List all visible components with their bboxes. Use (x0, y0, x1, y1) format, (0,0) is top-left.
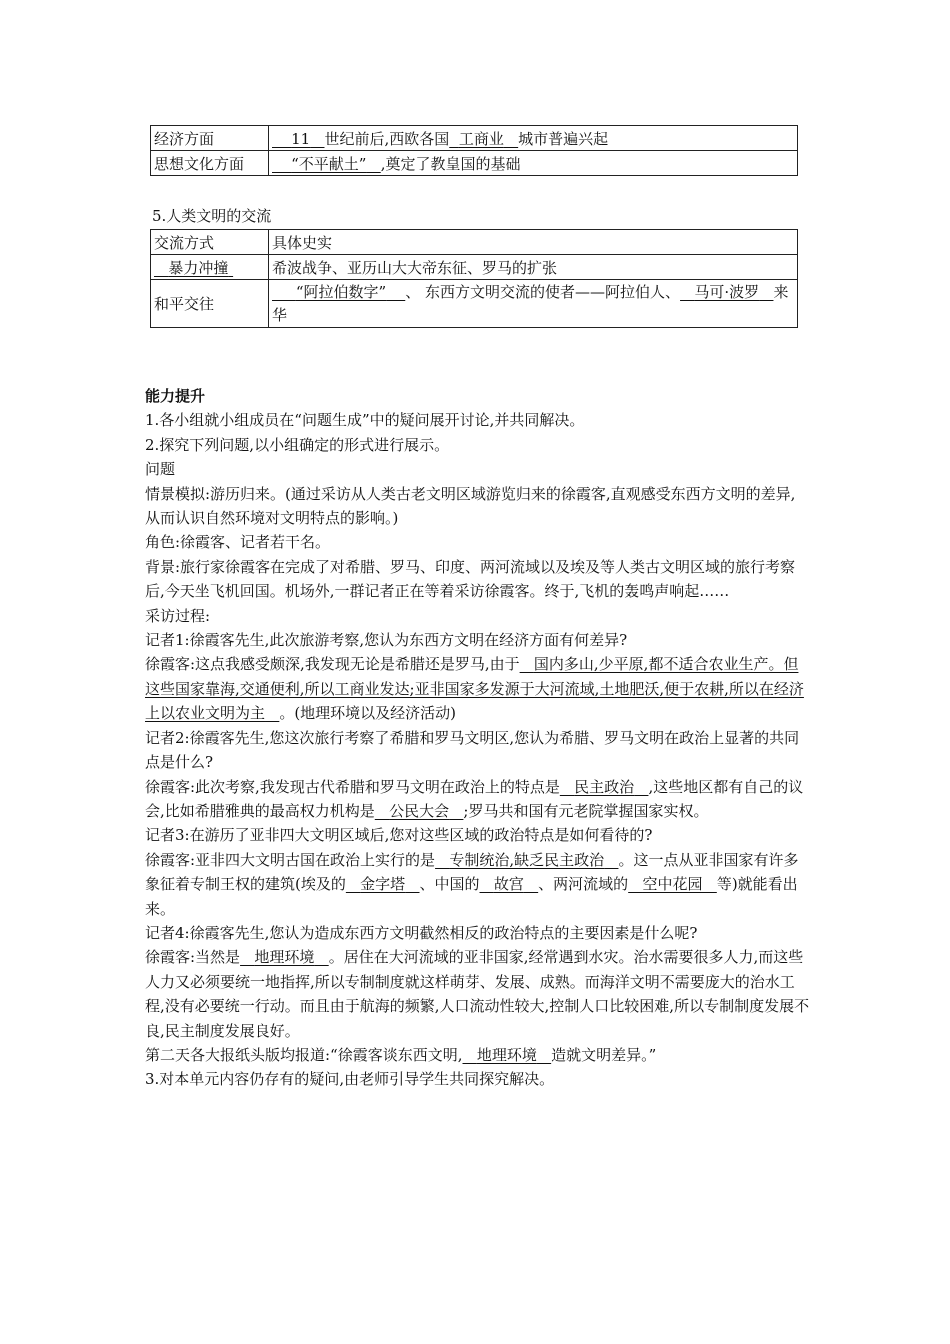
reporter-question: 记者2:徐霞客先生,您这次旅行考察了希腊和罗马文明区,您认为希腊、罗马文明在政治上显著的共同点是什么? (145, 728, 800, 772)
column-header: 具体史实 (269, 230, 798, 255)
row-content: “阿拉伯数字” 、 东西方文明交流的使者——阿拉伯人、 马可·波罗 来华 (269, 280, 798, 328)
answer-blank: 国内多山,少平原,都不适合农业生产。但这些国家靠海,交通便利,所以工商业发达;亚非国家多发源于大河流域,土地肥沃,便于农耕,所以在经济上以农业文明为主 (145, 655, 804, 723)
answer-blank: 金字塔 (360, 875, 406, 894)
answer-blank: 公民大会 (389, 801, 450, 820)
column-header: 交流方式 (151, 230, 269, 255)
paragraph: 3.对本单元内容仍存有的疑问,由老师引导学生共同探究解决。 (145, 1070, 555, 1089)
paragraph: 2.探究下列问题,以小组确定的形式进行展示。 (145, 435, 450, 454)
answer-paragraph: 徐霞客:此次考察,我发现古代希腊和罗马文明在政治上的特点是 民主政治 ,这些地区都有自己的议会,比如希腊雅典的最高权力机构是 公民大会 ;罗马共和国有元老院掌握国家实权。 (145, 777, 804, 820)
section-heading: 能力提升 (145, 387, 206, 405)
section-title: 5.人类文明的交流 (152, 207, 272, 225)
row-content: “不平献土” ,奠定了教皇国的基础 (269, 151, 798, 176)
answer-blank: “不平献土” (291, 154, 367, 173)
paragraph: 情景模拟:游历归来。(通过采访从人类古老文明区域游览归来的徐霞客,直观感受东西方文明的差异,从而认识自然环境对文明特点的影响。) (145, 484, 796, 528)
row-label: 经济方面 (151, 126, 269, 151)
paragraph: 背景:旅行家徐霞客在完成了对希腊、罗马、印度、两河流域以及埃及等人类古文明区域的旅行考察后,今天坐飞机回国。机场外,一群记者正在等着采访徐霞客。终于,飞机的轰鸣声响起…… (145, 557, 796, 601)
reporter-question: 记者1:徐霞客先生,此次旅游考察,您认为东西方文明在经济方面有何差异? (145, 631, 628, 650)
table-header-row (151, 230, 798, 255)
paragraph: 采访过程: (145, 606, 211, 625)
answer-blank: 地理环境 (476, 1045, 537, 1064)
paragraph: 角色:徐霞客、记者若干名。 (145, 533, 331, 552)
ability-section (145, 384, 810, 1092)
row-content: 11 世纪前后,西欧各国 工商业 城市普遍兴起 (269, 126, 798, 151)
paragraph: 问题 (145, 460, 176, 479)
row-label: 和平交往 (151, 280, 269, 328)
answer-paragraph: 徐霞客:亚非四大文明古国在政治上实行的是 专制统治,缺乏民主政治 。这一点从亚非国家有许多象征着专制王权的建筑(埃及的 金字塔 、中国的 故宫 、两河流域的 空中花园 等)就能看出来。 (145, 850, 799, 918)
paragraph: 1.各小组就小组成员在“问题生成”中的疑问展开讨论,并共同解决。 (145, 411, 585, 430)
answer-blank: 故宫 (493, 875, 524, 894)
answer-blank: 马可·波罗 (694, 282, 760, 301)
reporter-question: 记者3:在游历了亚非四大文明区域后,您对这些区域的政治特点是如何看待的? (145, 826, 653, 845)
paragraph: 第二天各大报纸头版均报道:“徐霞客谈东西文明, 地理环境 造就文明差异。” (145, 1045, 657, 1064)
answer-blank: 工商业 (458, 129, 504, 148)
answer-blank: 专制统治,缺乏民主政治 (449, 850, 605, 869)
answer-paragraph: 徐霞客:当然是 地理环境 。居住在大河流域的亚非国家,经常遇到水灾。治水需要很多人力,而这些人力又必须要统一地指挥,所以专制制度就这样萌芽、发展、成熟。而海洋文明不需要庞大的治水工程,没有必要统一行动。而且由于航海的频繁,人口流动性较大,控制人口比较困难,所以专制制度发展不良,民主制度发展良好。 (145, 948, 810, 1040)
table-row (151, 126, 798, 151)
row-label: 思想文化方面 (151, 151, 269, 176)
table-row (151, 280, 798, 328)
table-church-influence (150, 125, 798, 176)
answer-blank: “阿拉伯数字” (295, 282, 387, 301)
answer-blank: 11 (291, 129, 311, 148)
row-content: 希波战争、亚历山大大帝东征、罗马的扩张 (269, 255, 798, 280)
answer-paragraph: 徐霞客:这点我感受颇深,我发现无论是希腊还是罗马,由于 国内多山,少平原,都不适合农业生产。但这些国家靠海,交通便利,所以工商业发达;亚非国家多发源于大河流域,土地肥沃,便于农耕,所以在经济上以农业文明为主 。(地理环境以及经济活动) (145, 655, 804, 723)
answer-blank: 地理环境 (254, 948, 315, 967)
answer-blank: 暴力冲撞 (168, 258, 229, 277)
table-row (151, 255, 798, 280)
reporter-question: 记者4:徐霞客先生,您认为造成东西方文明截然相反的政治特点的主要因素是什么呢? (145, 923, 698, 942)
table-row (151, 151, 798, 176)
table-civilization-exchange (150, 229, 798, 328)
answer-blank: 民主政治 (574, 777, 635, 796)
row-label (151, 255, 269, 280)
answer-blank: 空中花园 (642, 875, 703, 894)
